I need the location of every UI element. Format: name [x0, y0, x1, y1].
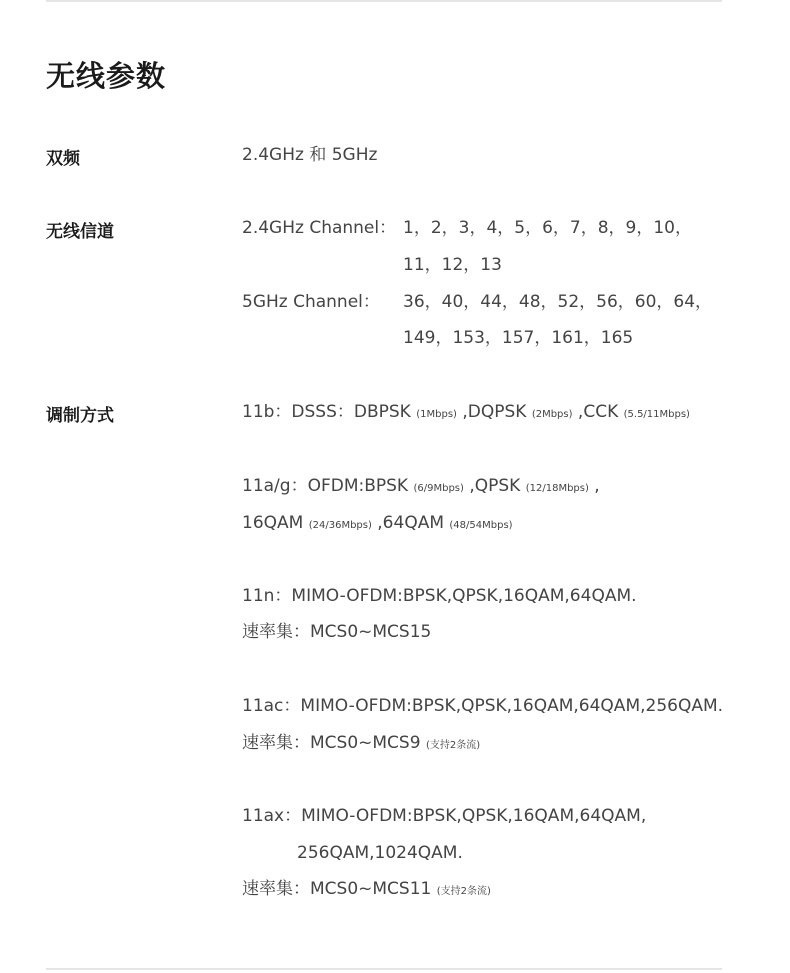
- mod-11b-part1: 11b：DSSS：DBPSK: [242, 402, 417, 422]
- mod-11ag-part5: ,64QAM: [371, 513, 450, 533]
- modulation-11ac-line1: 11ac：MIMO-OFDM:BPSK,QPSK,16QAM,64QAM,256QAM.: [242, 696, 724, 716]
- mod-11ag-rate1: (6/9Mbps): [413, 483, 464, 494]
- mod-11ac-rates: 速率集：MCS0~MCS9: [242, 733, 426, 753]
- channel-5ghz-label: 5GHz Channel：: [242, 292, 380, 312]
- mod-11ac-streams: (支持2条流): [425, 740, 481, 751]
- mod-11b-part3: ,CCK: [572, 402, 624, 422]
- mod-11b-rate2: (2Mbps): [531, 409, 573, 420]
- mod-11ag-part1: 11a/g：OFDM:BPSK: [242, 476, 414, 496]
- modulation-11n-line2: 速率集：MCS0~MCS15: [242, 622, 432, 642]
- modulation-11ag-line1: [242, 475, 600, 500]
- modulation-11n-line1: 11n：MIMO-OFDM:BPSK,QPSK,16QAM,64QAM.: [242, 586, 637, 606]
- section-title: 无线参数: [46, 59, 167, 93]
- mod-11ag-part3: ,: [588, 476, 600, 496]
- mod-11b-rate1: (1Mbps): [416, 409, 457, 420]
- modulation-11ax-line1: 11ax：MIMO-OFDM:BPSK,QPSK,16QAM,64QAM,: [242, 806, 647, 826]
- modulation-11ag-line2: [242, 512, 513, 537]
- wireless-channel-label: 无线信道: [46, 222, 114, 242]
- channel-24ghz-values-line1: 1，2，3，4，5，6，7，8，9，10，: [403, 218, 692, 238]
- dual-band-value: 2.4GHz 和 5GHz: [242, 145, 378, 165]
- modulation-11b: [242, 401, 690, 426]
- channel-24ghz-label: 2.4GHz Channel：: [242, 218, 397, 238]
- mod-11ax-streams: (支持2条流): [436, 886, 491, 897]
- mod-11b-part2: ,DQPSK: [456, 402, 532, 422]
- mod-11ag-part4: 16QAM: [242, 513, 309, 533]
- mod-11ag-part2: ,QPSK: [463, 476, 526, 496]
- top-divider: [46, 0, 722, 2]
- modulation-11ac-line2: [242, 732, 480, 757]
- modulation-11ax-line3: [242, 878, 491, 903]
- bottom-divider: [46, 968, 722, 970]
- modulation-label: 调制方式: [46, 406, 114, 426]
- channel-5ghz-values-line1: 36，40，44，48，52，56，60，64，: [403, 292, 713, 312]
- channel-5ghz-values-line2: 149，153，157，161，165: [403, 328, 634, 348]
- mod-11b-rate3: (5.5/11Mbps): [623, 409, 690, 420]
- mod-11ag-rate4: (24/36Mbps): [308, 520, 372, 531]
- mod-11ax-rates: 速率集：MCS0~MCS11: [242, 879, 437, 899]
- dual-band-label: 双频: [46, 149, 80, 169]
- modulation-11ax-line2: 256QAM,1024QAM.: [297, 843, 463, 863]
- channel-24ghz-values-line2: 11，12，13: [403, 255, 502, 275]
- mod-11ag-rate2: (12/18Mbps): [525, 483, 589, 494]
- mod-11ag-rate5: (48/54Mbps): [449, 520, 513, 531]
